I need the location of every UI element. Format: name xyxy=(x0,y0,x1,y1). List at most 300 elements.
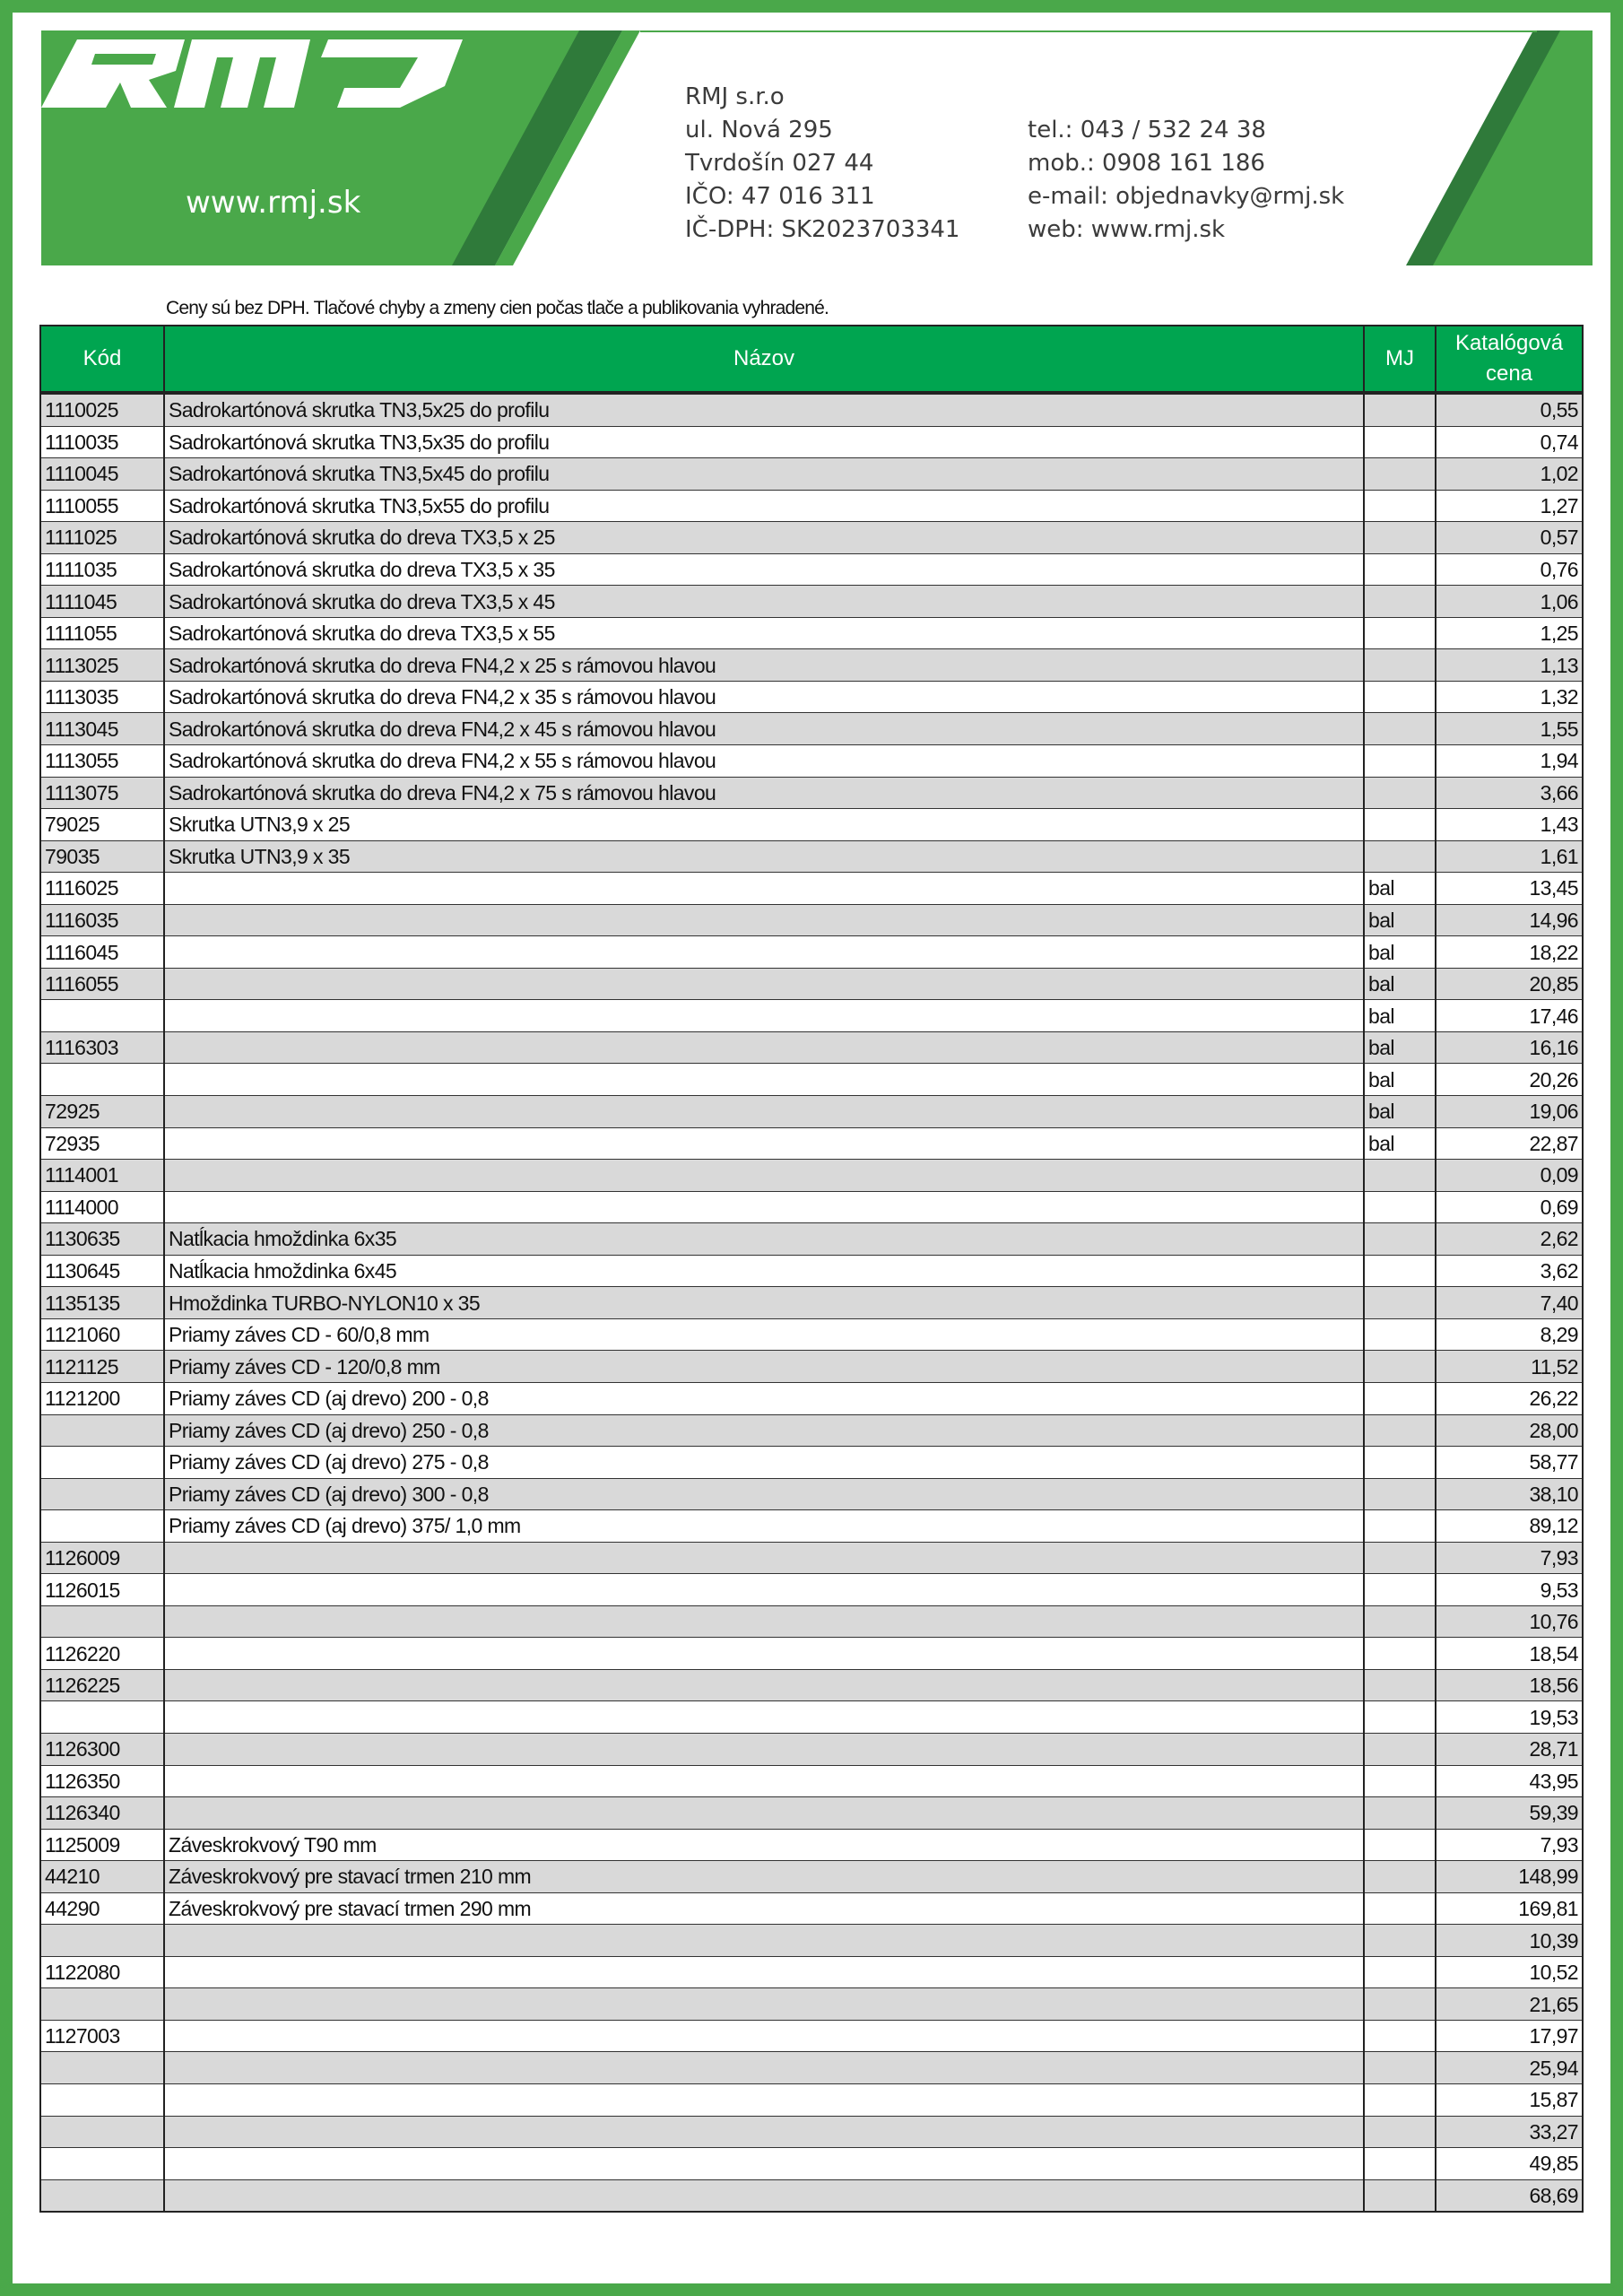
table-row xyxy=(40,2116,1583,2148)
cell-price: 20,26 xyxy=(1436,1064,1583,1096)
cell-code: 1116035 xyxy=(40,904,164,936)
cell-code: 1111035 xyxy=(40,553,164,586)
cell-code: 1113035 xyxy=(40,681,164,713)
cell-name xyxy=(164,1988,1364,2021)
cell-price: 1,13 xyxy=(1436,649,1583,682)
cell-unit xyxy=(1364,553,1436,586)
table-row xyxy=(40,936,1583,969)
cell-price: 1,02 xyxy=(1436,458,1583,491)
document-page xyxy=(13,13,1610,2283)
table-row xyxy=(40,2148,1583,2180)
cell-code: 1116025 xyxy=(40,873,164,905)
cell-code: 1126009 xyxy=(40,1542,164,1574)
cell-code xyxy=(40,1000,164,1032)
cell-price: 28,00 xyxy=(1436,1414,1583,1447)
cell-price: 22,87 xyxy=(1436,1127,1583,1160)
cell-name: Sadrokartónová skrutka TN3,5x45 do profilu xyxy=(164,458,1364,491)
cell-price: 8,29 xyxy=(1436,1318,1583,1351)
cell-code xyxy=(40,2052,164,2084)
cell-price: 0,76 xyxy=(1436,553,1583,586)
header-unit: MJ xyxy=(1364,326,1436,393)
table-row xyxy=(40,1542,1583,1574)
price-note: Ceny sú bez DPH. Tlačové chyby a zmeny cien počas tlače a publikovania vyhradené. xyxy=(166,298,829,318)
table-row xyxy=(40,1318,1583,1351)
cell-code xyxy=(40,1064,164,1096)
cell-code xyxy=(40,1447,164,1479)
cell-unit: bal xyxy=(1364,904,1436,936)
cell-price: 1,55 xyxy=(1436,713,1583,745)
table-row xyxy=(40,458,1583,491)
cell-name xyxy=(164,1542,1364,1574)
company-name: RMJ s.r.o xyxy=(685,83,785,110)
table-row xyxy=(40,777,1583,809)
cell-name: Priamy záves CD (aj drevo) 275 - 0,8 xyxy=(164,1447,1364,1479)
table-row xyxy=(40,1605,1583,1638)
cell-name xyxy=(164,1797,1364,1830)
table-row xyxy=(40,1892,1583,1925)
table-row xyxy=(40,1765,1583,1797)
cell-price: 148,99 xyxy=(1436,1861,1583,1893)
cell-name xyxy=(164,1096,1364,1128)
cell-unit: bal xyxy=(1364,1031,1436,1064)
cell-code: 1110045 xyxy=(40,458,164,491)
cell-price: 14,96 xyxy=(1436,904,1583,936)
cell-price: 19,06 xyxy=(1436,1096,1583,1128)
cell-unit xyxy=(1364,1701,1436,1734)
cell-unit xyxy=(1364,1765,1436,1797)
cell-name: Priamy záves CD (aj drevo) 300 - 0,8 xyxy=(164,1478,1364,1510)
cell-code: 1121060 xyxy=(40,1318,164,1351)
table-row xyxy=(40,1160,1583,1192)
company-ico: IČO: 47 016 311 xyxy=(685,183,875,210)
cell-code: 1116303 xyxy=(40,1031,164,1064)
cell-price: 1,25 xyxy=(1436,617,1583,649)
header-code: Kód xyxy=(40,326,164,393)
price-table xyxy=(39,325,1584,2213)
cell-unit xyxy=(1364,1956,1436,1988)
cell-code: 1130635 xyxy=(40,1223,164,1256)
cell-code: 1110055 xyxy=(40,490,164,522)
table-row xyxy=(40,1638,1583,1670)
cell-name: Sadrokartónová skrutka do dreva FN4,2 x 55 s rámovou hlavou xyxy=(164,745,1364,778)
cell-code: 1127003 xyxy=(40,2020,164,2052)
cell-name: Sadrokartónová skrutka do dreva TX3,5 x 25 xyxy=(164,522,1364,554)
cell-name xyxy=(164,1733,1364,1765)
cell-price: 10,52 xyxy=(1436,1956,1583,1988)
cell-code xyxy=(40,1988,164,2021)
cell-name xyxy=(164,2083,1364,2116)
letterhead xyxy=(41,30,1593,265)
rmj-logo xyxy=(41,30,463,138)
cell-unit xyxy=(1364,745,1436,778)
cell-name xyxy=(164,2179,1364,2212)
cell-code xyxy=(40,1510,164,1543)
cell-code: 1110025 xyxy=(40,393,164,426)
cell-code xyxy=(40,1925,164,1957)
cell-name: Priamy záves CD (aj drevo) 200 - 0,8 xyxy=(164,1382,1364,1414)
cell-price: 1,43 xyxy=(1436,809,1583,841)
table-row xyxy=(40,617,1583,649)
cell-unit xyxy=(1364,393,1436,426)
cell-code xyxy=(40,1605,164,1638)
cell-unit: bal xyxy=(1364,1000,1436,1032)
cell-price: 58,77 xyxy=(1436,1447,1583,1479)
cell-price: 38,10 xyxy=(1436,1478,1583,1510)
table-row xyxy=(40,840,1583,873)
cell-name: Záveskrokvový T90 mm xyxy=(164,1829,1364,1861)
cell-name: Sadrokartónová skrutka TN3,5x25 do profilu xyxy=(164,393,1364,426)
table-row xyxy=(40,1733,1583,1765)
cell-code: 44290 xyxy=(40,1892,164,1925)
table-row xyxy=(40,522,1583,554)
contact-email[interactable]: e-mail: objednavky@rmj.sk xyxy=(1028,183,1345,210)
cell-name xyxy=(164,1191,1364,1223)
cell-unit: bal xyxy=(1364,1096,1436,1128)
cell-price: 49,85 xyxy=(1436,2148,1583,2180)
cell-name: Záveskrokvový pre stavací trmen 290 mm xyxy=(164,1892,1364,1925)
cell-name xyxy=(164,1031,1364,1064)
cell-code xyxy=(40,2116,164,2148)
cell-unit xyxy=(1364,1255,1436,1287)
table-row xyxy=(40,1478,1583,1510)
cell-name xyxy=(164,873,1364,905)
table-row xyxy=(40,426,1583,458)
table-row xyxy=(40,745,1583,778)
contact-phone: tel.: 043 / 532 24 38 xyxy=(1028,117,1266,144)
cell-unit: bal xyxy=(1364,1064,1436,1096)
cell-unit xyxy=(1364,809,1436,841)
cell-code xyxy=(40,2083,164,2116)
cell-name xyxy=(164,968,1364,1000)
table-row xyxy=(40,713,1583,745)
cell-price: 20,85 xyxy=(1436,968,1583,1000)
cell-unit: bal xyxy=(1364,1127,1436,1160)
cell-unit xyxy=(1364,681,1436,713)
table-row xyxy=(40,1447,1583,1479)
table-row xyxy=(40,1287,1583,1319)
table-row xyxy=(40,2020,1583,2052)
cell-name: Sadrokartónová skrutka TN3,5x35 do profilu xyxy=(164,426,1364,458)
cell-unit xyxy=(1364,649,1436,682)
table-row xyxy=(40,1127,1583,1160)
table-row xyxy=(40,1669,1583,1701)
cell-price: 43,95 xyxy=(1436,1765,1583,1797)
cell-price: 89,12 xyxy=(1436,1510,1583,1543)
cell-unit xyxy=(1364,1318,1436,1351)
cell-price: 26,22 xyxy=(1436,1382,1583,1414)
cell-code: 1135135 xyxy=(40,1287,164,1319)
cell-price: 0,57 xyxy=(1436,522,1583,554)
cell-code: 1122080 xyxy=(40,1956,164,1988)
table-row xyxy=(40,1797,1583,1830)
table-row xyxy=(40,809,1583,841)
cell-name: Natĺkacia hmoždinka 6x45 xyxy=(164,1255,1364,1287)
cell-name xyxy=(164,1956,1364,1988)
website-url: www.rmj.sk xyxy=(186,185,361,221)
cell-code: 1130645 xyxy=(40,1255,164,1287)
cell-price: 18,56 xyxy=(1436,1669,1583,1701)
cell-code: 1125009 xyxy=(40,1829,164,1861)
cell-price: 59,39 xyxy=(1436,1797,1583,1830)
cell-name xyxy=(164,1638,1364,1670)
cell-price: 1,06 xyxy=(1436,586,1583,618)
cell-unit xyxy=(1364,1160,1436,1192)
table-row xyxy=(40,2083,1583,2116)
company-address xyxy=(685,81,959,247)
table-row xyxy=(40,1000,1583,1032)
cell-unit: bal xyxy=(1364,873,1436,905)
cell-unit xyxy=(1364,1510,1436,1543)
cell-name: Sadrokartónová skrutka do dreva FN4,2 x 25 s rámovou hlavou xyxy=(164,649,1364,682)
table-row xyxy=(40,1925,1583,1957)
cell-unit xyxy=(1364,2148,1436,2180)
cell-price: 28,71 xyxy=(1436,1733,1583,1765)
cell-code: 1121125 xyxy=(40,1351,164,1383)
cell-price: 18,22 xyxy=(1436,936,1583,969)
cell-unit xyxy=(1364,1191,1436,1223)
cell-code: 1126300 xyxy=(40,1733,164,1765)
cell-unit xyxy=(1364,777,1436,809)
cell-name: Hmoždinka TURBO-NYLON10 x 35 xyxy=(164,1287,1364,1319)
cell-name: Sadrokartónová skrutka do dreva FN4,2 x 35 s rámovou hlavou xyxy=(164,681,1364,713)
cell-price: 169,81 xyxy=(1436,1892,1583,1925)
table-row xyxy=(40,1064,1583,1096)
table-row xyxy=(40,649,1583,682)
cell-unit xyxy=(1364,840,1436,873)
table-row xyxy=(40,1956,1583,1988)
cell-name: Priamy záves CD (aj drevo) 375/ 1,0 mm xyxy=(164,1510,1364,1543)
cell-code xyxy=(40,2148,164,2180)
cell-name: Priamy záves CD - 120/0,8 mm xyxy=(164,1351,1364,1383)
cell-price: 1,27 xyxy=(1436,490,1583,522)
cell-code: 72935 xyxy=(40,1127,164,1160)
table-row xyxy=(40,1829,1583,1861)
cell-unit xyxy=(1364,1988,1436,2021)
cell-price: 0,69 xyxy=(1436,1191,1583,1223)
table-row xyxy=(40,1382,1583,1414)
cell-unit xyxy=(1364,1605,1436,1638)
cell-price: 11,52 xyxy=(1436,1351,1583,1383)
cell-code xyxy=(40,1478,164,1510)
contact-mobile: mob.: 0908 161 186 xyxy=(1028,150,1265,177)
cell-name xyxy=(164,2020,1364,2052)
cell-price: 0,74 xyxy=(1436,426,1583,458)
cell-name xyxy=(164,1160,1364,1192)
cell-price: 25,94 xyxy=(1436,2052,1583,2084)
cell-name xyxy=(164,1925,1364,1957)
cell-unit xyxy=(1364,2052,1436,2084)
cell-name xyxy=(164,2148,1364,2180)
cell-price: 21,65 xyxy=(1436,1988,1583,2021)
cell-name: Natĺkacia hmoždinka 6x35 xyxy=(164,1223,1364,1256)
cell-unit xyxy=(1364,1287,1436,1319)
cell-price: 15,87 xyxy=(1436,2083,1583,2116)
cell-code: 1113075 xyxy=(40,777,164,809)
company-street: ul. Nová 295 xyxy=(685,117,833,144)
company-city: Tvrdošín 027 44 xyxy=(685,150,874,177)
cell-unit: bal xyxy=(1364,968,1436,1000)
cell-unit xyxy=(1364,458,1436,491)
cell-price: 2,62 xyxy=(1436,1223,1583,1256)
cell-unit xyxy=(1364,2179,1436,2212)
cell-name xyxy=(164,1765,1364,1797)
cell-price: 18,54 xyxy=(1436,1638,1583,1670)
cell-price: 1,61 xyxy=(1436,840,1583,873)
cell-price: 17,46 xyxy=(1436,1000,1583,1032)
table-row xyxy=(40,2179,1583,2212)
table-row xyxy=(40,904,1583,936)
cell-price: 7,93 xyxy=(1436,1542,1583,1574)
table-row xyxy=(40,553,1583,586)
table-row xyxy=(40,1096,1583,1128)
header-name: Názov xyxy=(164,326,1364,393)
cell-code: 1126340 xyxy=(40,1797,164,1830)
cell-unit xyxy=(1364,1797,1436,1830)
cell-unit xyxy=(1364,1829,1436,1861)
cell-code: 1126015 xyxy=(40,1574,164,1606)
table-row xyxy=(40,1861,1583,1893)
cell-code: 1116045 xyxy=(40,936,164,969)
cell-name: Priamy záves CD - 60/0,8 mm xyxy=(164,1318,1364,1351)
cell-code: 1113025 xyxy=(40,649,164,682)
cell-code: 1121200 xyxy=(40,1382,164,1414)
header-price: Katalógová cena xyxy=(1436,326,1583,393)
cell-name: Priamy záves CD (aj drevo) 250 - 0,8 xyxy=(164,1414,1364,1447)
contact-web[interactable]: web: www.rmj.sk xyxy=(1028,216,1226,243)
cell-code xyxy=(40,1414,164,1447)
cell-price: 0,55 xyxy=(1436,393,1583,426)
table-row xyxy=(40,873,1583,905)
cell-price: 9,53 xyxy=(1436,1574,1583,1606)
cell-name xyxy=(164,1701,1364,1734)
cell-unit xyxy=(1364,1478,1436,1510)
cell-code xyxy=(40,2179,164,2212)
cell-code: 1111045 xyxy=(40,586,164,618)
cell-unit xyxy=(1364,1574,1436,1606)
table-row xyxy=(40,968,1583,1000)
cell-price: 10,76 xyxy=(1436,1605,1583,1638)
cell-code: 79035 xyxy=(40,840,164,873)
cell-code xyxy=(40,1701,164,1734)
cell-unit xyxy=(1364,426,1436,458)
cell-name: Záveskrokvový pre stavací trmen 210 mm xyxy=(164,1861,1364,1893)
cell-code: 1110035 xyxy=(40,426,164,458)
cell-price: 1,94 xyxy=(1436,745,1583,778)
table-row xyxy=(40,1351,1583,1383)
cell-code: 1114001 xyxy=(40,1160,164,1192)
cell-name: Sadrokartónová skrutka do dreva TX3,5 x 55 xyxy=(164,617,1364,649)
cell-price: 7,40 xyxy=(1436,1287,1583,1319)
cell-unit xyxy=(1364,586,1436,618)
cell-code: 1111025 xyxy=(40,522,164,554)
cell-unit xyxy=(1364,1733,1436,1765)
cell-name xyxy=(164,2116,1364,2148)
cell-code: 1126225 xyxy=(40,1669,164,1701)
cell-unit xyxy=(1364,1638,1436,1670)
table-row xyxy=(40,1414,1583,1447)
cell-unit xyxy=(1364,1542,1436,1574)
table-row xyxy=(40,1255,1583,1287)
cell-code: 1126220 xyxy=(40,1638,164,1670)
cell-name xyxy=(164,1605,1364,1638)
cell-price: 13,45 xyxy=(1436,873,1583,905)
table-row xyxy=(40,1701,1583,1734)
cell-unit xyxy=(1364,1351,1436,1383)
table-row xyxy=(40,1191,1583,1223)
cell-code: 1116055 xyxy=(40,968,164,1000)
cell-code: 79025 xyxy=(40,809,164,841)
table-row xyxy=(40,586,1583,618)
cell-unit xyxy=(1364,1223,1436,1256)
cell-price: 7,93 xyxy=(1436,1829,1583,1861)
table-row xyxy=(40,490,1583,522)
cell-price: 33,27 xyxy=(1436,2116,1583,2148)
cell-unit xyxy=(1364,1892,1436,1925)
cell-name: Sadrokartónová skrutka do dreva TX3,5 x 35 xyxy=(164,553,1364,586)
cell-name: Sadrokartónová skrutka do dreva FN4,2 x 45 s rámovou hlavou xyxy=(164,713,1364,745)
cell-unit xyxy=(1364,2116,1436,2148)
cell-price: 3,62 xyxy=(1436,1255,1583,1287)
cell-name xyxy=(164,904,1364,936)
company-contact xyxy=(1028,114,1344,247)
cell-name: Skrutka UTN3,9 x 25 xyxy=(164,809,1364,841)
cell-unit xyxy=(1364,1447,1436,1479)
cell-unit xyxy=(1364,617,1436,649)
cell-price: 17,97 xyxy=(1436,2020,1583,2052)
cell-unit xyxy=(1364,713,1436,745)
cell-price: 68,69 xyxy=(1436,2179,1583,2212)
cell-name xyxy=(164,1127,1364,1160)
cell-name: Skrutka UTN3,9 x 35 xyxy=(164,840,1364,873)
cell-name xyxy=(164,1669,1364,1701)
cell-price: 0,09 xyxy=(1436,1160,1583,1192)
cell-name xyxy=(164,1000,1364,1032)
cell-unit: bal xyxy=(1364,936,1436,969)
cell-name: Sadrokartónová skrutka do dreva FN4,2 x 75 s rámovou hlavou xyxy=(164,777,1364,809)
cell-price: 16,16 xyxy=(1436,1031,1583,1064)
cell-code: 72925 xyxy=(40,1096,164,1128)
cell-unit xyxy=(1364,1382,1436,1414)
cell-unit xyxy=(1364,2020,1436,2052)
cell-price: 1,32 xyxy=(1436,681,1583,713)
cell-code: 1113055 xyxy=(40,745,164,778)
cell-code: 1113045 xyxy=(40,713,164,745)
cell-name xyxy=(164,936,1364,969)
cell-code: 1126350 xyxy=(40,1765,164,1797)
table-row xyxy=(40,393,1583,426)
cell-price: 10,39 xyxy=(1436,1925,1583,1957)
table-row xyxy=(40,1510,1583,1543)
cell-unit xyxy=(1364,2083,1436,2116)
cell-unit xyxy=(1364,522,1436,554)
cell-code: 44210 xyxy=(40,1861,164,1893)
cell-name xyxy=(164,1064,1364,1096)
cell-name xyxy=(164,1574,1364,1606)
cell-code: 1111055 xyxy=(40,617,164,649)
cell-name: Sadrokartónová skrutka TN3,5x55 do profilu xyxy=(164,490,1364,522)
cell-name: Sadrokartónová skrutka do dreva TX3,5 x 45 xyxy=(164,586,1364,618)
cell-unit xyxy=(1364,1669,1436,1701)
cell-unit xyxy=(1364,490,1436,522)
table-row xyxy=(40,1574,1583,1606)
cell-unit xyxy=(1364,1414,1436,1447)
cell-price: 19,53 xyxy=(1436,1701,1583,1734)
cell-price: 3,66 xyxy=(1436,777,1583,809)
table-row xyxy=(40,2052,1583,2084)
table-row xyxy=(40,1988,1583,2021)
company-icdph: IČ-DPH: SK2023703341 xyxy=(685,216,960,243)
cell-name xyxy=(164,2052,1364,2084)
